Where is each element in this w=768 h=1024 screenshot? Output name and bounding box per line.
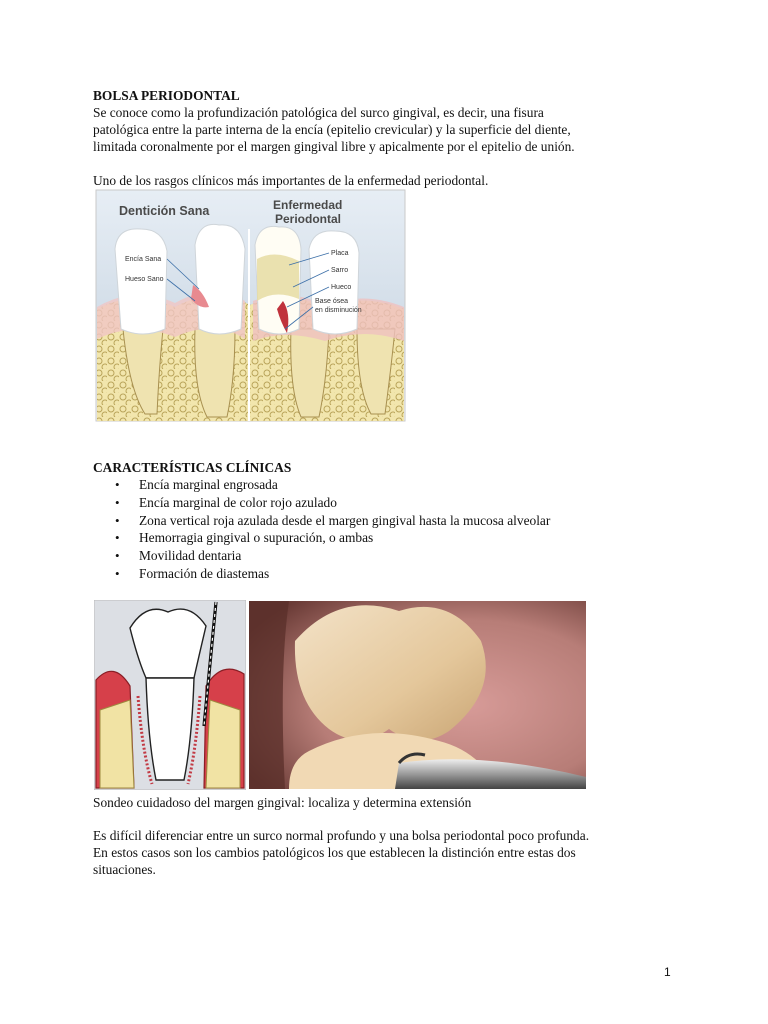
paragraph-note: Uno de los rasgos clínicos más importantes de la enfermedad periodontal. (93, 173, 489, 188)
list-item: • Encía marginal de color rojo azulado (93, 494, 683, 512)
label-base-osea-1: Base ósea (315, 298, 349, 305)
list-item: • Formación de diastemas (93, 565, 683, 583)
paragraph-line: situaciones. (93, 862, 156, 877)
figure-right-title-1: Enfermedad (273, 198, 343, 212)
paragraph-line: limitada coronalmente por el margen gingival libre y apicalmente por el epitelio de unión. (93, 139, 575, 154)
dentition-illustration (95, 189, 407, 423)
label-hueco: Hueco (331, 284, 352, 291)
paragraph-line: Se conoce como la profundización patológica del surco gingival, es decir, una fisura (93, 105, 544, 120)
label-encia-sana: Encía Sana (125, 256, 162, 263)
list-item: • Encía marginal engrosada (93, 476, 683, 494)
label-hueso-sano: Hueso Sano (125, 276, 164, 283)
clinical-photo-illustration (249, 601, 586, 789)
paragraph-line: patológica entre la parte interna de la encía (epitelio crevicular) y la superficie del diente, (93, 122, 571, 137)
probing-diagram-illustration (94, 600, 246, 790)
label-base-osea-2: en disminución (315, 307, 362, 314)
figure-probing-diagram (94, 600, 246, 790)
list-item: • Zona vertical roja azulada desde el margen gingival hasta la mucosa alveolar (93, 512, 683, 530)
paragraph-definition (93, 104, 683, 155)
paragraph-differentiation (93, 827, 683, 878)
figure-right-title-2: Periodontal (275, 212, 342, 226)
paragraph-line: En estos casos son los cambios patológicos los que establecen la distinción entre estas dos (93, 845, 576, 860)
figure-caption: Sondeo cuidadoso del margen gingival: localiza y determina extensión (93, 795, 472, 810)
characteristics-list (93, 476, 683, 583)
list-item: • Movilidad dentaria (93, 547, 683, 565)
figure-left-title: Dentición Sana (119, 204, 210, 218)
section-title-bolsa: BOLSA PERIODONTAL (93, 88, 240, 103)
figure-clinical-photo (249, 601, 586, 789)
label-sarro: Sarro (331, 267, 349, 274)
section-title-caracteristicas: CARACTERÍSTICAS CLÍNICAS (93, 460, 292, 475)
list-item: • Hemorragia gingival o supuración, o ambas (93, 529, 683, 547)
paragraph-line: Es difícil diferenciar entre un surco normal profundo y una bolsa periodontal poco profunda. (93, 828, 590, 843)
figure-dentition-comparison (95, 189, 407, 423)
page-number: 1 (664, 965, 671, 979)
label-placa: Placa (331, 250, 349, 257)
